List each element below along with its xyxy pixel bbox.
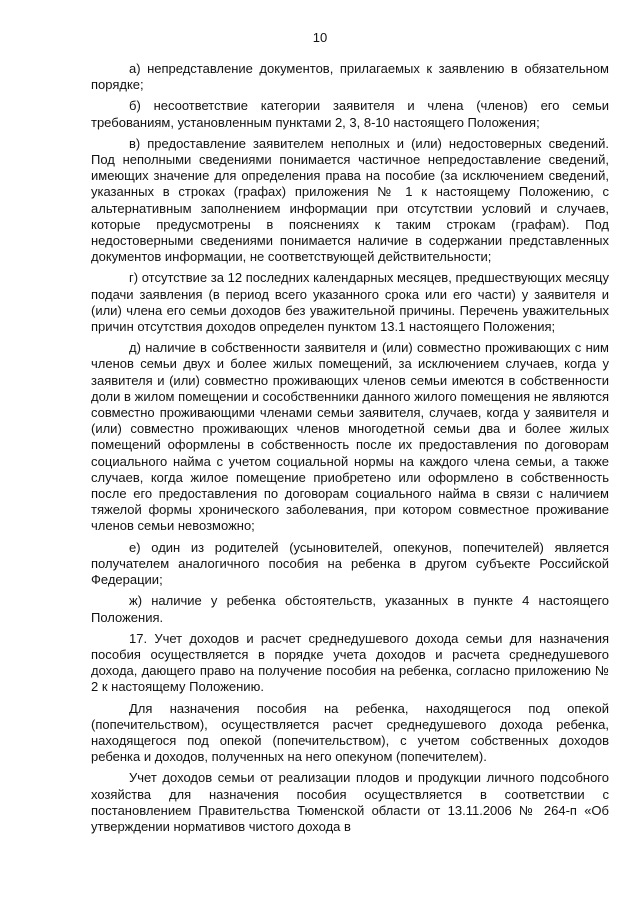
paragraph-e: е) один из родителей (усыновителей, опекунов, попечителей) является получателем аналогичного пособия на ребенка в другом субъекте Российской Федерации; bbox=[91, 539, 609, 588]
paragraph-guardianship: Для назначения пособия на ребенка, находящегося под опекой (попечительством), осуществляется расчет среднедушевого дохода ребенка, находящегося под опекой (попечительством), с учетом собственных доходов ребенка и доходов, полученных на него опекуном (попечителем). bbox=[91, 700, 609, 765]
paragraph-g: г) отсутствие за 12 последних календарных месяцев, предшествующих месяцу подачи заявления (в период всего указанного срока или его части) у заявителя и (или) члена его семьи доходов без уважительной причины. Перечень уважительных причин отсутствия доходов определен пунктом 13.1 настоящего Положения; bbox=[91, 270, 609, 335]
paragraph-household-income: Учет доходов семьи от реализации плодов и продукции личного подсобного хозяйства для назначения пособия осуществляется в соответствии с постановлением Правительства Тюменской области от 13.11.2006 № 264-п «Об утверждении нормативов чистого дохода в bbox=[91, 770, 609, 834]
paragraph-a: а) непредставление документов, прилагаемых к заявлению в обязательном порядке; bbox=[91, 61, 609, 93]
paragraph-v: в) предоставление заявителем неполных и (или) недостоверных сведений. Под неполными сведениями понимается частичное непредоставление сведений, имеющих значение для определения права на пособие (за исключением сведений, указанных в строках (графах) приложения № 1 к настоящему Положению, с альтернативным заполнением информации при отсутствии условий и случаев, которые предусмотрены в пояснениях к таким строкам (графам). Под недостоверными сведениями понимается наличие в содержании представленных документов информации, не соответствующей действительности; bbox=[91, 135, 609, 265]
paragraph-b: б) несоответствие категории заявителя и члена (членов) его семьи требованиям, установленным пунктами 2, 3, 8-10 настоящего Положения; bbox=[91, 98, 609, 130]
paragraph-17: 17. Учет доходов и расчет среднедушевого дохода семьи для назначения пособия осуществляется в порядке учета доходов и расчета среднедушевого дохода, дающего право на получение пособия на ребенка, согласно приложению № 2 к настоящему Положению. bbox=[91, 630, 609, 695]
paragraph-d: д) наличие в собственности заявителя и (или) совместно проживающих с ним членов семьи двух и более жилых помещений, за исключением случаев, когда у заявителя и (или) совместно проживающих членов семьи имеются в собственности доли в жилом помещении и сособственники данного жилого помещения не являются совместно проживающими членами семьи заявителя, случаев, когда у заявителя и (или) совместно проживающих членов многодетной семьи два и более жилых помещений оформлены в собственность после их предоставления по договорам социального найма с учетом социальной нормы на каждого члена семьи, а также случаев, когда жилое помещение приобретено или оформлено в собственность после его предоставления по договорам социального найма в связи с наличием тяжелой формы хронического заболевания, при котором совместное проживание членов семьи невозможно; bbox=[91, 340, 609, 534]
paragraph-zh: ж) наличие у ребенка обстоятельств, указанных в пункте 4 настоящего Положения. bbox=[91, 593, 609, 625]
document-body bbox=[91, 61, 609, 840]
page-number: 10 bbox=[312, 30, 328, 45]
